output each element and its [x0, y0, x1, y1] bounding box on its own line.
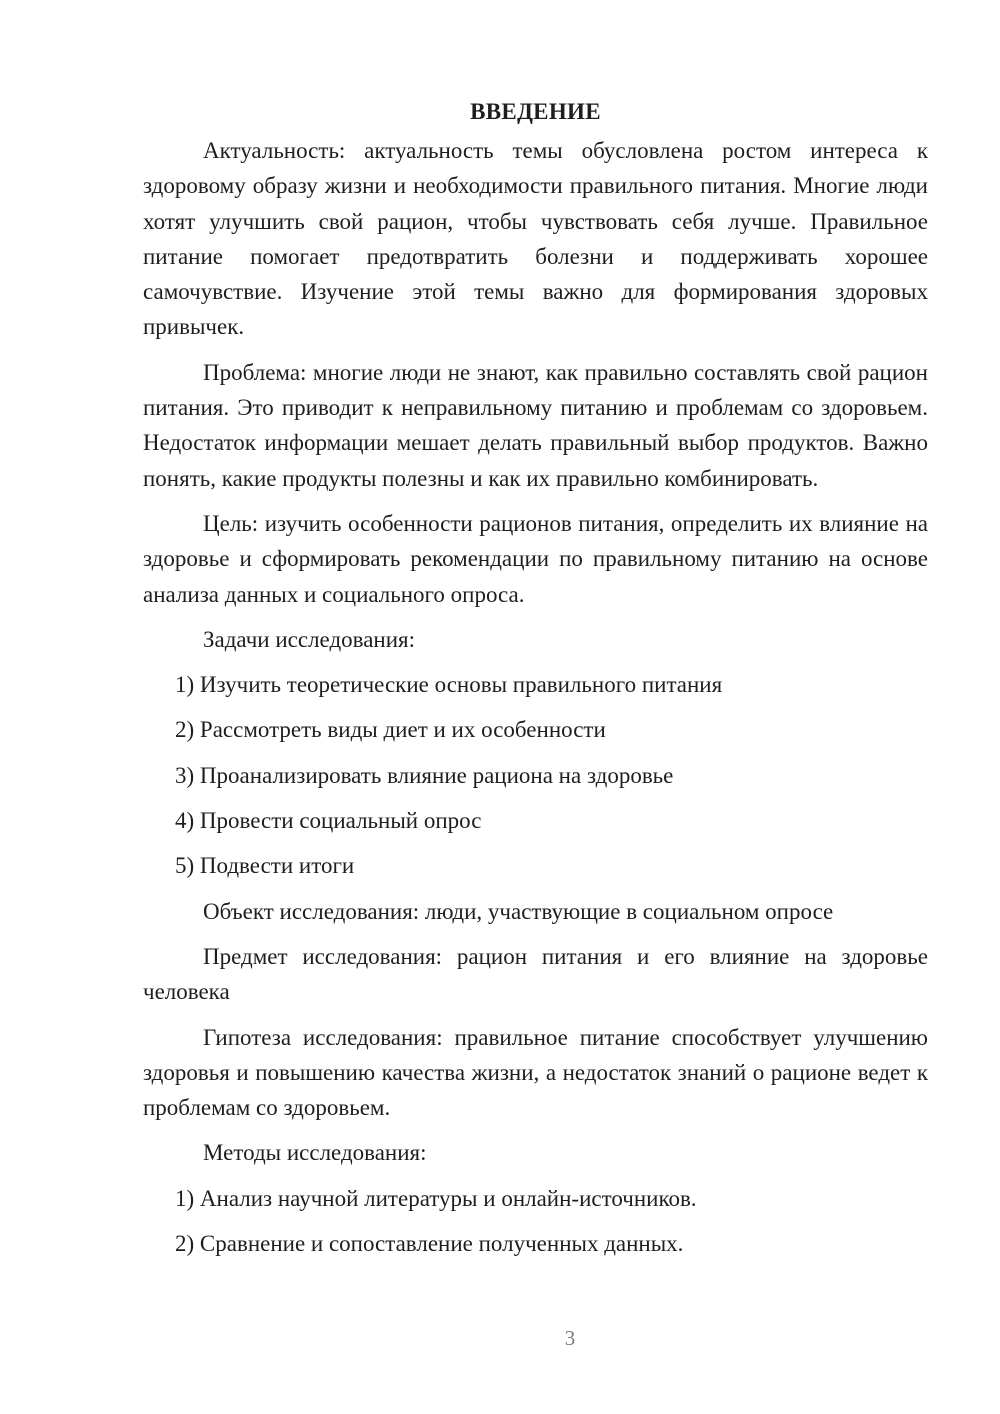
page-number: 3 [564, 1326, 576, 1350]
methods-list [143, 1181, 928, 1262]
subject-paragraph: Предмет исследования: рацион питания и его влияние на здоровье человека [143, 943, 928, 1005]
problem-paragraph: Проблема: многие люди не знают, как правильно составлять свой рацион питания. Это приводит к неправильному питанию и проблемам со здоровьем. Недостаток информации мешает делать правильный выбор продуктов. Важно понять, какие продукты полезны и как их правильно комбинировать. [143, 359, 928, 491]
list-item: 4) Провести социальный опрос [175, 808, 482, 834]
list-item: 2) Рассмотреть виды диет и их особенности [175, 717, 606, 743]
relevance-paragraph: Актуальность: актуальность темы обусловлена ростом интереса к здоровому образу жизни и необходимости правильного питания. Многие люди хотят улучшить свой рацион, чтобы чувствовать себя лучше. Правильное питание помогает предотвратить болезни и поддерживать хорошее самочувствие. Изучение этой темы важно для формирования здоровых привычек. [143, 138, 928, 340]
section-title: ВВЕДЕНИЕ [470, 99, 601, 124]
object-paragraph: Объект исследования: люди, участвующие в социальном опросе [203, 898, 834, 924]
list-item: 1) Изучить теоретические основы правильного питания [175, 672, 723, 698]
tasks-list [143, 667, 928, 883]
list-item: 5) Подвести итоги [175, 853, 355, 879]
tasks-heading: Задачи исследования: [203, 626, 416, 652]
hypothesis-paragraph: Гипотеза исследования: правильное питание способствует улучшению здоровья и повышению качества жизни, а недостаток знаний о рационе ведет к проблемам со здоровьем. [143, 1024, 928, 1121]
list-item: 1) Анализ научной литературы и онлайн-источников. [175, 1185, 697, 1211]
list-item: 2) Сравнение и сопоставление полученных данных. [175, 1231, 684, 1257]
methods-heading: Методы исследования: [203, 1140, 427, 1166]
list-item: 3) Проанализировать влияние рациона на здоровье [175, 762, 674, 788]
goal-paragraph: Цель: изучить особенности рационов питания, определить их влияние на здоровье и сформировать рекомендации по правильному питанию на основе анализа данных и социального опроса. [143, 510, 928, 607]
page-content [143, 94, 928, 1271]
